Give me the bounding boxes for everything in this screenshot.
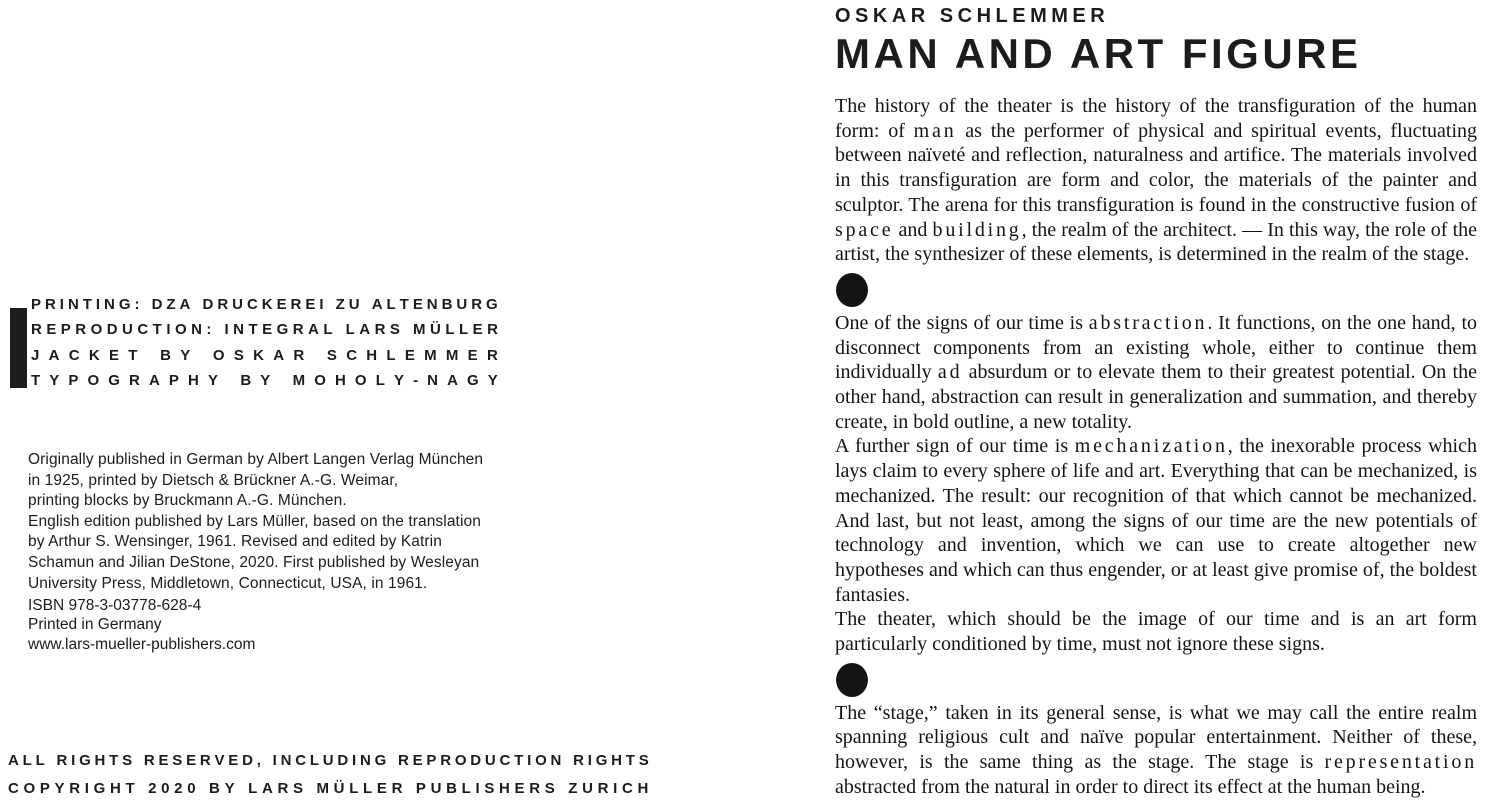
printing-credits-block [10, 296, 498, 397]
publisher-website: www.lars-mueller-publishers.com [28, 635, 256, 653]
text-line: by Arthur S. Wensinger, 1961. Revised and edited by Katrin [28, 533, 442, 551]
essay-paragraph: The history of the theater is the history of the transfiguration of the human form: of man as the performer of physical and spiritual events, fluctuating between naïveté and reflection, naturalness and artifice. The materials involved in this transfiguration are form and color, the materials of the painter and sculptor. The arena for this transfiguration is found in the constructive fusion of space and building, the realm of the architect. — In this way, the role of the artist, the synthesizer of these elements, is determined in the realm of the stage. [835, 95, 1478, 266]
copyright-block [8, 752, 649, 808]
text-line: printing blocks by Bruckmann A.-G. München. [28, 492, 347, 510]
essay-paragraph: The “stage,” taken in its general sense, is what we may call the entire realm spanning religious cult and naïve popular entertainment. Neither of these, however, is the same thing as the stage. The stage is representation abstracted from the natural in order to direct its effect at the human being. [835, 701, 1477, 798]
text-line: English edition published by Lars Müller, based on the translation [28, 512, 481, 530]
essay-author: OSKAR SCHLEMMER [835, 5, 1110, 27]
text-line: Originally published in German by Albert Langen Verlag München [28, 451, 484, 468]
text-line: J A C K E T B Y O S K A R S C H L E M M E R [31, 346, 498, 364]
isbn-line: ISBN 978-3-03778-628-4 [28, 597, 202, 614]
publication-info-block [28, 450, 483, 594]
essay-paragraph: One of the signs of our time is abstraction. It functions, on the one hand, to disconnect components from an existing whole, either to continue them individually ad absurdum or to elevate them to their greatest potential. On the other hand, abstraction can result in generalization and summation, and thereby create, in bold outline, a new totality. [835, 311, 1477, 433]
text-line: University Press, Middletown, Connecticut, USA, in 1961. [28, 574, 428, 592]
text-line: Schamun and Jilian DeStone, 2020. First published by Wesleyan [28, 553, 480, 571]
essay-page [835, 0, 1477, 806]
text-line: R E P R O D U C T I O N : I N T E G R A L L A R S M Ü L L E R [31, 321, 498, 339]
text-line: C O P Y R I G H T 2 0 2 0 B Y L A R S M Ü L L E R P U B L I S H E R S Z U R I C H [8, 780, 649, 797]
text-line: A L L R I G H T S R E S E R V E D , I N C L U D I N G R E P R O D U C T I O N R I G H T S [8, 752, 649, 769]
section-divider-dot [836, 663, 868, 697]
text-line: P R I N T I N G : D Z A D R U C K E R E I Z U A L T E N B U R G [31, 296, 498, 313]
essay-paragraph: A further sign of our time is mechanization, the inexorable process which lays claim to every sphere of life and art. Everything that can be mechanized, is mechanized. The result: our recognition of that which cannot be mechanized. And last, but not least, among the signs of our time are the new potentials of technology and invention, which we can use to create altogether new hypotheses and which can thus engender, or at least give promise of, the boldest fantasies. [835, 435, 1477, 606]
essay-title: MAN AND ART FIGURE [835, 30, 1362, 77]
printing-credits-lines [31, 296, 498, 397]
text-line: T Y P O G R A P H Y B Y M O H O L Y - N A G Y [31, 371, 498, 389]
essay-paragraph: The theater, which should be the image of our time and is an art form particularly conditioned by time, must not ignore these signs. [835, 608, 1477, 656]
vertical-bar-mark [10, 308, 27, 388]
printed-in-line: Printed in Germany [28, 616, 162, 634]
colophon-page [0, 0, 750, 806]
isbn-block [28, 596, 255, 654]
section-divider-dot [836, 273, 868, 307]
essay-body [835, 94, 1477, 800]
text-line: in 1925, printed by Dietsch & Brückner A.-G. Weimar, [28, 471, 399, 489]
